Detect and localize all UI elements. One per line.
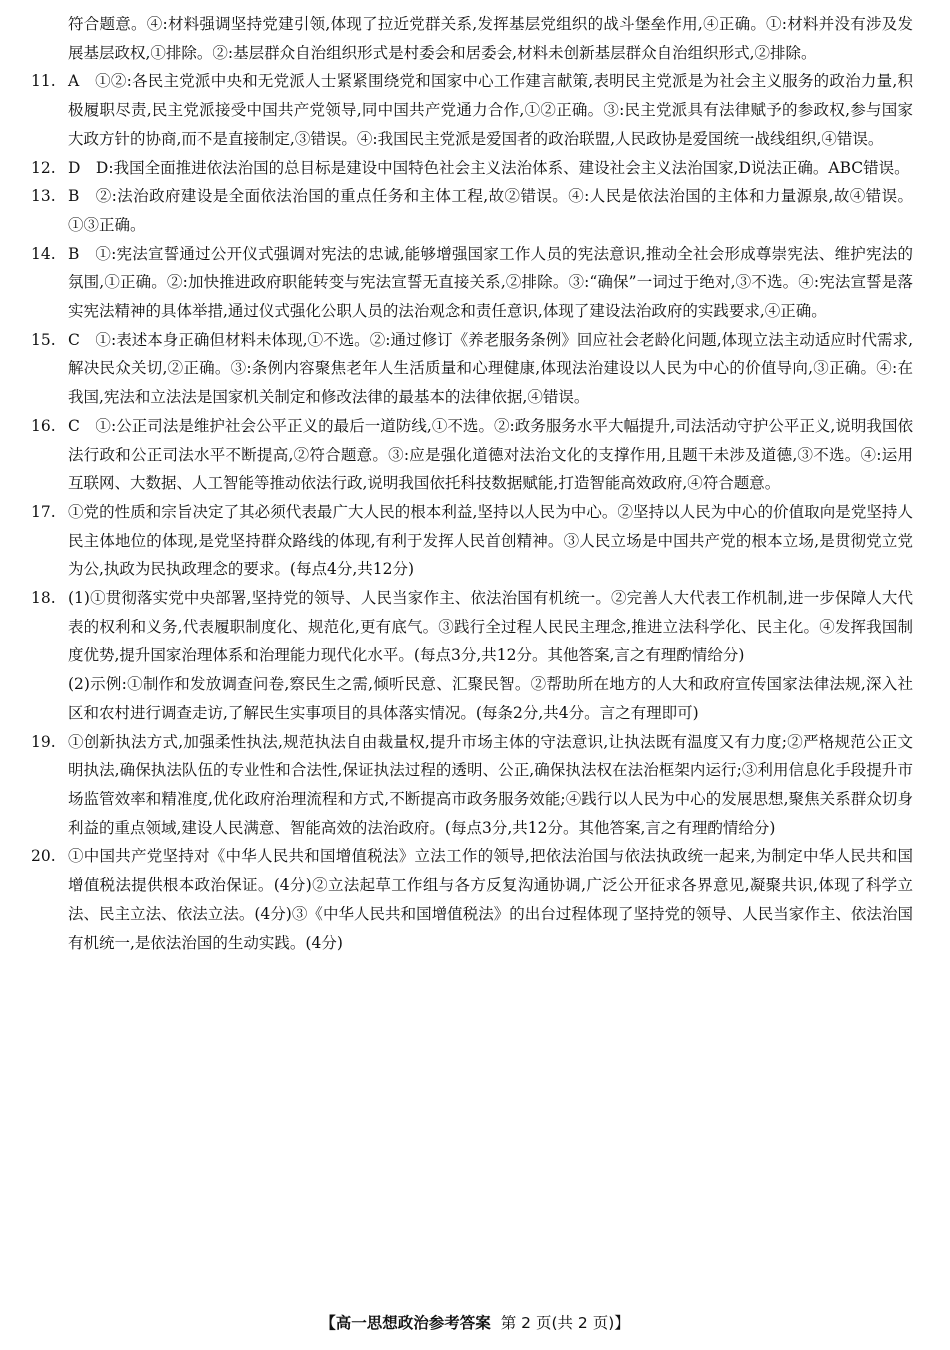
answer-item-15 [31, 326, 913, 412]
item-subpart-1: (1)①贯彻落实党中央部署,坚持党的领导、人民当家作主、依法治国有机统一。②完善人大代表工作机制,进一步保障人大代表的权利和义务,代表履职制度化、规范化,更有底气。③践行全过程人民民主理念,推进立法科学化、民主化。④发挥我国制度优势,提升国家治理体系和治理能力现代化水平。(每点3分,共12分。其他答案,言之有理酌情给分) [68, 589, 913, 665]
item-text: D D:我国全面推进依法治国的总目标是建设中国特色社会主义法治体系、建设社会主义法治国家,D说法正确。ABC错误。 [68, 158, 910, 177]
item-text: ①中国共产党坚持对《中华人民共和国增值税法》立法工作的领导,把依法治国与依法执政统一起来,为制定中华人民共和国增值税法提供根本政治保证。(4分)②立法起草工作组与各方反复沟通协调,广泛公开征求各界意见,凝聚共识,体现了科学立法、民主立法、依法立法。(4分)③《中华人民共和国增值税法》的出台过程体现了坚持党的领导、人民当家作主、依法治国有机统一,是依法治国的生动实践。(4分) [68, 847, 913, 952]
item-text: C ①:表述本身正确但材料未体现,①不选。②:通过修订《养老服务条例》回应社会老龄化问题,体现立法主动适应时代需求,解决民众关切,②正确。③:条例内容聚焦老年人生活质量和心理健康,体现法治建设以人民为中心的价值导向,③正确。④:在我国,宪法和立法法是国家机关制定和修改法律的最基本的法律依据,④错误。 [68, 330, 913, 407]
item-number: 15. [31, 330, 56, 349]
item-number: 17. [31, 502, 56, 521]
answer-item-20 [31, 842, 913, 957]
answer-item-13 [31, 182, 913, 239]
footer-page-number: 第 2 页(共 2 页)】 [500, 1314, 630, 1332]
item-text: ①创新执法方式,加强柔性执法,规范执法自由裁量权,提升市场主体的守法意识,让执法既有温度又有力度;②严格规范公正文明执法,确保执法队伍的专业性和合法性,保证执法过程的透明、公正,确保执法权在法治框架内运行;③利用信息化手段提升市场监管效率和精准度,优化政府治理流程和方式,不断提高市政务服务效能;④践行以人民为中心的发展思想,聚焦关系群众切身利益的重点领域,建设人民满意、智能高效的法治政府。(每点3分,共12分。其他答案,言之有理酌情给分) [68, 732, 913, 837]
item-body [68, 584, 913, 728]
answer-item-17 [31, 498, 913, 584]
item-number: 19. [31, 732, 56, 751]
item-text: B ①:宪法宣誓通过公开仪式强调对宪法的忠诚,能够增强国家工作人员的宪法意识,推动全社会形成尊崇宪法、维护宪法的氛围,①正确。②:加快推进政府职能转变与宪法宣誓无直接关系,②排除。③:“确保”一词过于绝对,③不选。④:宪法宣誓是落实宪法精神的具体举措,通过仪式强化公职人员的法治观念和责任意识,体现了建设法治政府的实践要求,④正确。 [68, 244, 913, 321]
intro-paragraph: 符合题意。④:材料强调坚持党建引领,体现了拉近党群关系,发挥基层党组织的战斗堡垒作用,④正确。①:材料并没有涉及发展基层政权,①排除。②:基层群众自治组织形式是村委会和居委会,材料未创新基层群众自治组织形式,②排除。 [68, 15, 913, 62]
answer-item-12 [31, 154, 913, 183]
item-number: 14. [31, 244, 56, 263]
answer-content [31, 10, 913, 957]
item-subpart-2: (2)示例:①制作和发放调查问卷,察民生之需,倾听民意、汇聚民智。②帮助所在地方的人大和政府宣传国家法律法规,深入社区和农村进行调查走访,了解民生实事项目的具体落实情况。(每条2分,共4分。言之有理即可) [68, 675, 913, 722]
item-number: 16. [31, 416, 56, 435]
item-number: 20. [31, 847, 56, 866]
answer-item-16 [31, 412, 913, 498]
item-number: 12. [31, 158, 56, 177]
item-text: A ①②:各民主党派中央和无党派人士紧紧围绕党和国家中心工作建言献策,表明民主党派是为社会主义服务的政治力量,积极履职尽责,民主党派接受中国共产党领导,同中国共产党通力合作,①②正确。③:民主党派具有法律赋予的参政权,参与国家大政方针的协商,而不是直接制定,③错误。④:我国民主党派是爱国者的政治联盟,人民政协是爱国统一战线组织,④错误。 [68, 72, 913, 148]
answer-item-18 [31, 584, 913, 728]
page-footer [0, 1311, 950, 1333]
answer-item-19 [31, 728, 913, 843]
item-text: C ①:公正司法是维护社会公平正义的最后一道防线,①不选。②:政务服务水平大幅提升,司法活动守护公平正义,说明我国依法行政和公正司法水平不断提高,②符合题意。③:应是强化道德对法治文化的支撑作用,且题干未涉及道德,③不选。④:运用互联网、大数据、人工智能等推动依法行政,说明我国依托科技数据赋能,打造智能高效政府,④符合题意。 [68, 416, 913, 493]
item-text: B ②:法治政府建设是全面依法治国的重点任务和主体工程,故②错误。④:人民是依法治国的主体和力量源泉,故④错误。①③正确。 [68, 187, 913, 234]
footer-title: 【高一思想政治参考答案 [320, 1314, 491, 1332]
item-number: 11. [31, 72, 56, 91]
item-number: 13. [31, 187, 56, 206]
answer-item-14 [31, 240, 913, 326]
item-number: 18. [31, 589, 56, 608]
item-text: ①党的性质和宗旨决定了其必须代表最广大人民的根本利益,坚持以人民为中心。②坚持以人民为中心的价值取向是党坚持人民主体地位的体现,是党坚持群众路线的体现,有利于发挥人民首创精神。③人民立场是中国共产党的根本立场,是贯彻党立党为公,执政为民执政理念的要求。(每点4分,共12分) [68, 502, 913, 579]
answer-item-11 [31, 67, 913, 153]
